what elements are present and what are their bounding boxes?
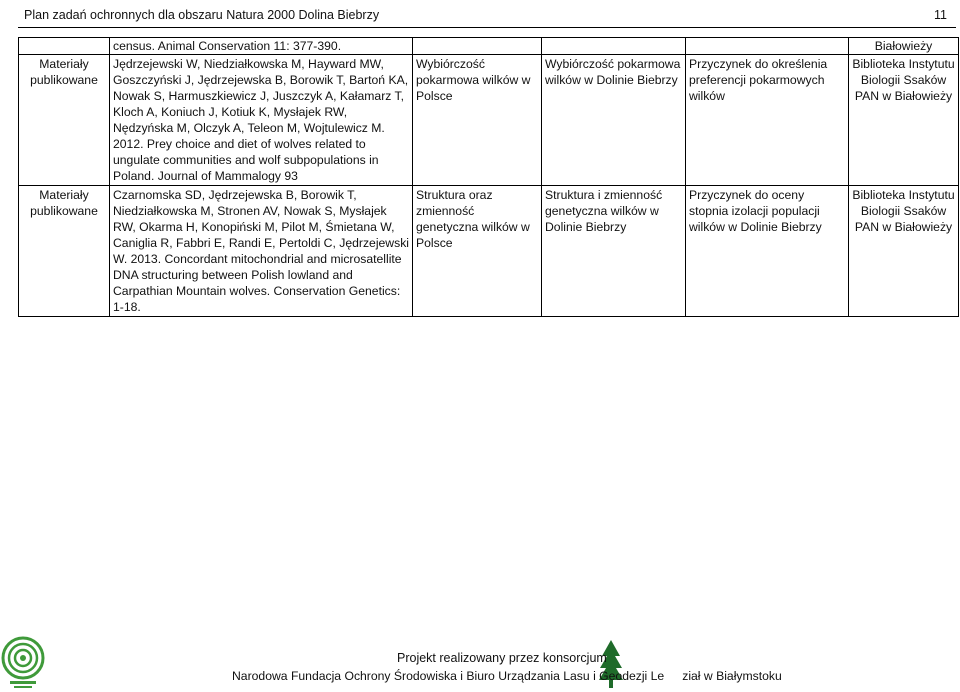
cell-blank [542,38,686,55]
cell-citation-continued: census. Animal Conservation 11: 377-390. [110,38,413,55]
header-divider [18,27,956,28]
cell-blank [686,38,849,55]
footer-partners-left: Narodowa Fundacja Ochrony Środowiska i Biuro Urządzania Lasu i Geodezji Le [232,669,665,683]
table-row [19,55,959,186]
footer-partners [232,669,782,683]
cell-blank [413,38,542,55]
footer-consortium: Projekt realizowany przez konsorcjum [397,651,607,665]
cell-location: Biblioteka Instytutu Biologii Ssaków PAN w Białowieży [849,55,959,186]
table-row [19,186,959,317]
table-row-carryover [19,38,959,55]
cell-blank [19,38,110,55]
cell-citation: Jędrzejewski W, Niedziałkowska M, Hayward MW, Goszczyński J, Jędrzejewska B, Borowik T, Bartoń KA, Nowak S, Harmuszkiewicz J, Juszczyk A, Kałamarz T, Kloch A, Koniuch J, Kotiuk K, Mysłajek RW, Nędzyńska M, Olczyk A, Teleon M, Wojtulewicz M. 2012. Prey choice and diet of wolves related to ungulate communities and wolf subpopulations in Poland. Journal of Mammalogy 93 [110,55,413,186]
cell-scope: Struktura oraz zmienność genetyczna wilków w Polsce [413,186,542,317]
cell-location-continued: Białowieży [849,38,959,55]
cell-location: Biblioteka Instytutu Biologii Ssaków PAN w Białowieży [849,186,959,317]
cell-citation: Czarnomska SD, Jędrzejewska B, Borowik T, Niedziałkowska M, Stronen AV, Nowak S, Mysłajek RW, Okarma H, Konopiński M, Pilot M, Śmietana W, Caniglia R, Fabbri E, Randi E, Pertoldi C, Jędrzejewski W. 2013. Concordant mitochondrial and microsatellite DNA structuring between Polish lowland and Carpathian Mountain wolves. Conservation Genetics: 1-18. [110,186,413,317]
cell-purpose: Przyczynek do oceny stopnia izolacji populacji wilków w Dolinie Biebrzy [686,186,849,317]
page-header [0,0,960,30]
cell-relevance: Wybiórczość pokarmowa wilków w Dolinie Biebrzy [542,55,686,186]
footer-partners-right: ział w Białymstoku [682,669,782,683]
sources-table [18,37,959,317]
cell-material-type: Materiały publikowane [19,55,110,186]
cell-relevance: Struktura i zmienność genetyczna wilków w Dolinie Biebrzy [542,186,686,317]
nfos-logo-icon [0,634,46,692]
document-title: Plan zadań ochronnych dla obszaru Natura 2000 Dolina Biebrzy [24,8,380,22]
cell-material-type: Materiały publikowane [19,186,110,317]
cell-scope: Wybiórczość pokarmowa wilków w Polsce [413,55,542,186]
page-number: 11 [934,8,947,22]
cell-purpose: Przyczynek do określenia preferencji pokarmowych wilków [686,55,849,186]
